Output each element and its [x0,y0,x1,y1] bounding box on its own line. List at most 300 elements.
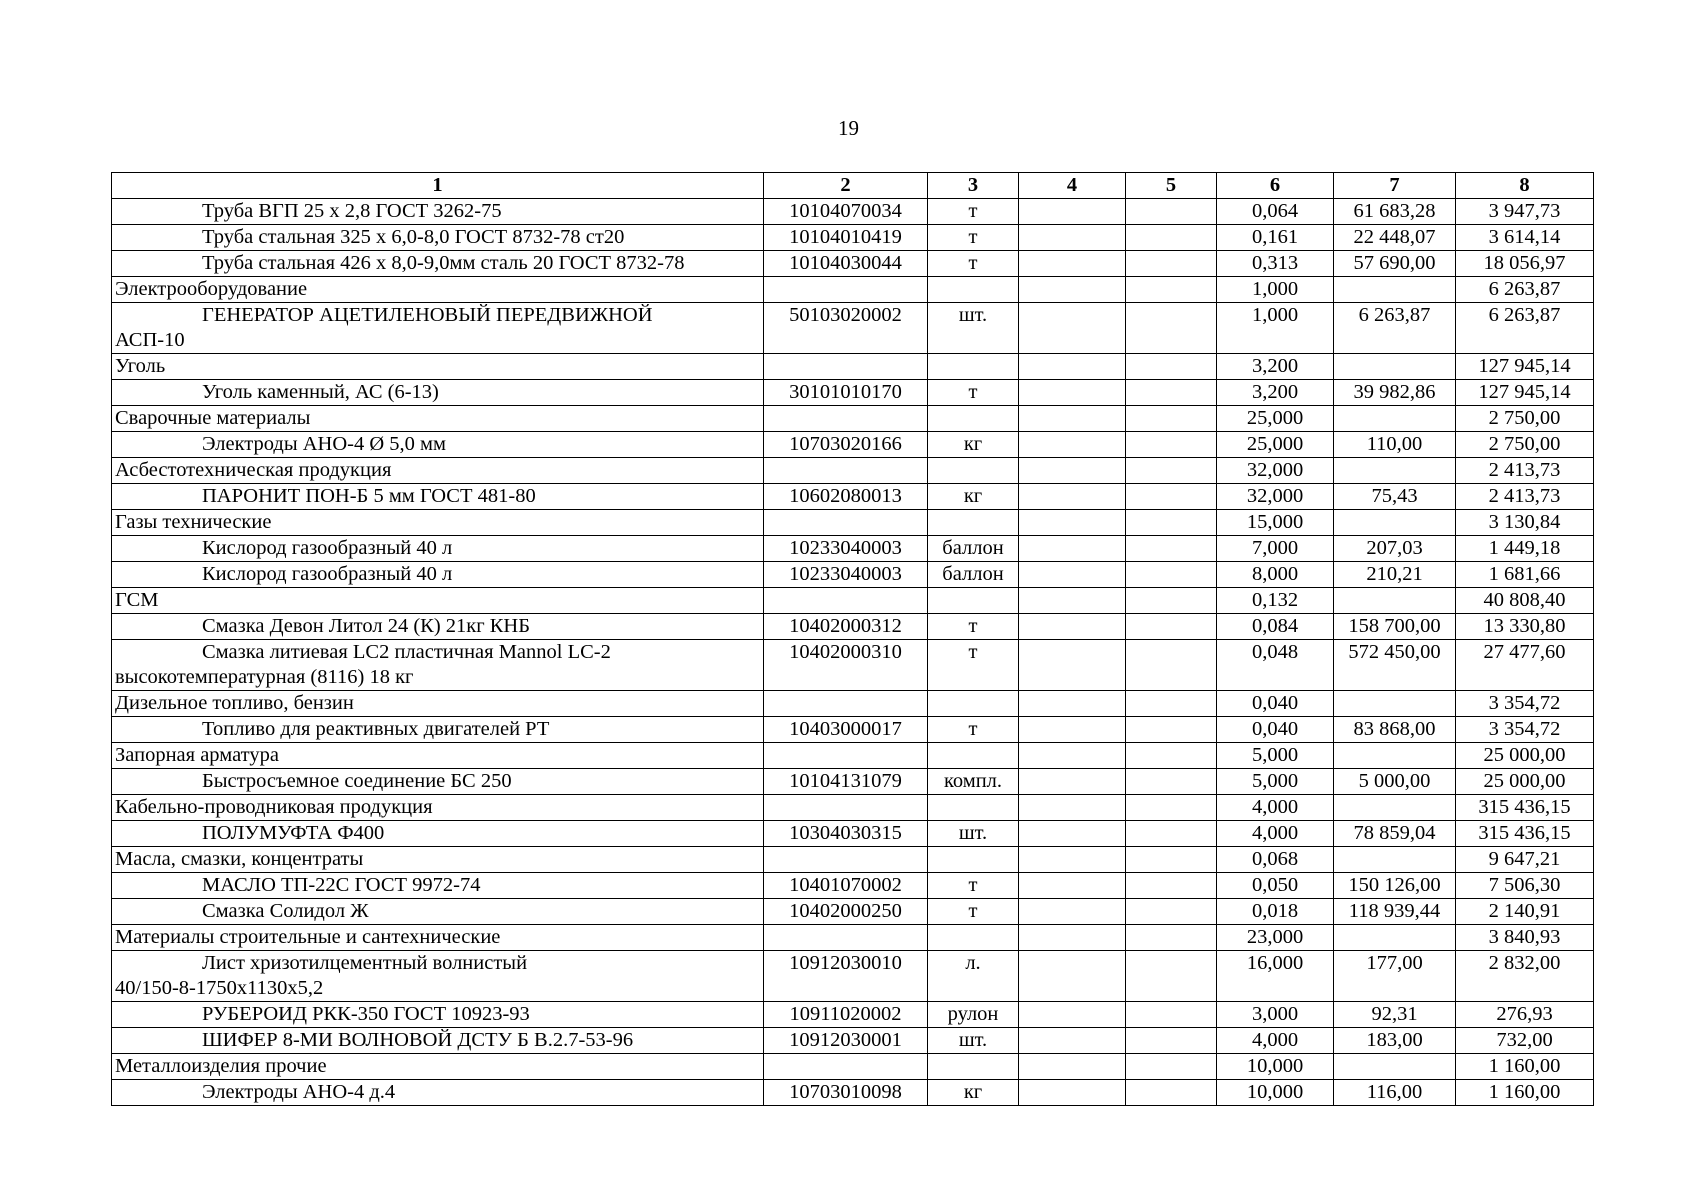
resource-name-cell [112,951,764,1002]
total-cost: 276,93 [1456,1002,1594,1028]
table-row [112,303,1594,354]
quantity: 0,050 [1217,873,1334,899]
unit-of-measure [928,588,1019,614]
resource-name: Сварочные материалы [115,407,311,429]
resource-name: Труба стальная 426 х 8,0-9,0мм сталь 20 ГОСТ 8732-78 [202,252,685,274]
column-5-cell [1126,1054,1217,1080]
unit-of-measure: т [928,225,1019,251]
resource-table [111,172,1594,1106]
resource-code: 30101010170 [764,380,928,406]
quantity: 1,000 [1217,277,1334,303]
resource-name-continuation: АСП-10 [115,329,185,351]
column-5-cell [1126,277,1217,303]
column-4-cell [1019,951,1126,1002]
total-cost: 9 647,21 [1456,847,1594,873]
column-5-cell [1126,795,1217,821]
column-header: 7 [1334,173,1456,199]
resource-name-cell [112,536,764,562]
group-row [112,795,1594,821]
resource-name-cell [112,1080,764,1106]
column-5-cell [1126,510,1217,536]
resource-name-cell [112,614,764,640]
unit-price [1334,1054,1456,1080]
unit-price: 61 683,28 [1334,199,1456,225]
resource-name-cell [112,510,764,536]
resource-name-cell [112,225,764,251]
quantity: 3,000 [1217,1002,1334,1028]
column-4-cell [1019,743,1126,769]
column-5-cell [1126,225,1217,251]
column-5-cell [1126,562,1217,588]
column-4-cell [1019,873,1126,899]
resource-name-cell [112,432,764,458]
quantity: 25,000 [1217,406,1334,432]
unit-price [1334,277,1456,303]
quantity: 0,040 [1217,717,1334,743]
unit-price: 183,00 [1334,1028,1456,1054]
table-row [112,899,1594,925]
table-row [112,873,1594,899]
resource-name-cell [112,458,764,484]
group-row [112,925,1594,951]
resource-name-cell [112,769,764,795]
unit-of-measure: кг [928,484,1019,510]
unit-price: 78 859,04 [1334,821,1456,847]
resource-code: 50103020002 [764,303,928,354]
column-5-cell [1126,458,1217,484]
header-row [112,173,1594,199]
column-5-cell [1126,354,1217,380]
total-cost: 25 000,00 [1456,743,1594,769]
table-row [112,821,1594,847]
unit-price [1334,510,1456,536]
total-cost: 732,00 [1456,1028,1594,1054]
resource-name: Электроды АНО-4 Ø 5,0 мм [202,433,446,455]
total-cost: 315 436,15 [1456,795,1594,821]
quantity: 8,000 [1217,562,1334,588]
resource-name: Лист хризотилцементный волнистый [202,952,528,974]
group-row [112,743,1594,769]
table-row [112,951,1594,1002]
quantity: 25,000 [1217,432,1334,458]
total-cost: 27 477,60 [1456,640,1594,691]
quantity: 4,000 [1217,795,1334,821]
table-row [112,1080,1594,1106]
total-cost: 3 614,14 [1456,225,1594,251]
quantity: 0,313 [1217,251,1334,277]
quantity: 0,132 [1217,588,1334,614]
unit-of-measure: т [928,614,1019,640]
column-4-cell [1019,354,1126,380]
resource-name: Быстросъемное соединение БС 250 [202,770,512,792]
resource-name: Масла, смазки, концентраты [115,848,364,870]
unit-price: 22 448,07 [1334,225,1456,251]
column-4-cell [1019,536,1126,562]
resource-code: 10912030010 [764,951,928,1002]
column-5-cell [1126,406,1217,432]
unit-of-measure [928,277,1019,303]
quantity: 1,000 [1217,303,1334,354]
unit-price: 210,21 [1334,562,1456,588]
resource-code: 10402000312 [764,614,928,640]
resource-name-cell [112,899,764,925]
resource-name: Уголь каменный, АС (6-13) [202,381,439,403]
table-row [112,614,1594,640]
resource-name: Материалы строительные и сантехнические [115,926,501,948]
total-cost: 127 945,14 [1456,380,1594,406]
column-header: 6 [1217,173,1334,199]
unit-price: 110,00 [1334,432,1456,458]
table-row [112,251,1594,277]
total-cost: 3 354,72 [1456,717,1594,743]
unit-price: 83 868,00 [1334,717,1456,743]
resource-name-cell [112,354,764,380]
resource-name: ШИФЕР 8-МИ ВОЛНОВОЙ ДСТУ Б В.2.7-53-96 [202,1029,634,1051]
resource-code: 10402000310 [764,640,928,691]
quantity: 3,200 [1217,354,1334,380]
unit-price [1334,691,1456,717]
column-5-cell [1126,873,1217,899]
unit-price: 5 000,00 [1334,769,1456,795]
resource-code [764,588,928,614]
unit-price: 116,00 [1334,1080,1456,1106]
column-5-cell [1126,536,1217,562]
column-4-cell [1019,251,1126,277]
total-cost: 7 506,30 [1456,873,1594,899]
resource-code: 10602080013 [764,484,928,510]
resource-name: РУБЕРОИД РКК-350 ГОСТ 10923-93 [202,1003,530,1025]
column-4-cell [1019,432,1126,458]
resource-name: Кислород газообразный 40 л [202,537,453,559]
resource-name: Смазка Девон Литол 24 (К) 21кг КНБ [202,615,531,637]
unit-of-measure: кг [928,432,1019,458]
column-header: 2 [764,173,928,199]
total-cost: 3 354,72 [1456,691,1594,717]
resource-name: Асбестотехническая продукция [115,459,392,481]
group-row [112,458,1594,484]
resource-name-cell [112,1002,764,1028]
resource-name-cell [112,199,764,225]
resource-name: Дизельное топливо, бензин [115,692,354,714]
resource-code [764,1054,928,1080]
column-4-cell [1019,821,1126,847]
resource-name: Смазка Солидол Ж [202,900,369,922]
column-5-cell [1126,691,1217,717]
column-4-cell [1019,925,1126,951]
unit-of-measure [928,354,1019,380]
column-4-cell [1019,1054,1126,1080]
total-cost: 2 750,00 [1456,406,1594,432]
total-cost: 40 808,40 [1456,588,1594,614]
column-4-cell [1019,899,1126,925]
resource-name-cell [112,873,764,899]
resource-name-cell [112,640,764,691]
quantity: 0,018 [1217,899,1334,925]
group-row [112,1054,1594,1080]
unit-of-measure: баллон [928,562,1019,588]
total-cost: 315 436,15 [1456,821,1594,847]
column-4-cell [1019,614,1126,640]
column-4-cell [1019,380,1126,406]
column-5-cell [1126,769,1217,795]
quantity: 32,000 [1217,484,1334,510]
unit-price [1334,795,1456,821]
column-5-cell [1126,1002,1217,1028]
resource-code: 10104030044 [764,251,928,277]
total-cost: 2 413,73 [1456,484,1594,510]
unit-price [1334,406,1456,432]
resource-name: ГСМ [115,589,159,611]
column-5-cell [1126,640,1217,691]
resource-name-cell [112,691,764,717]
group-row [112,354,1594,380]
unit-of-measure: шт. [928,1028,1019,1054]
group-row [112,691,1594,717]
table-row [112,484,1594,510]
column-5-cell [1126,251,1217,277]
column-5-cell [1126,588,1217,614]
quantity: 15,000 [1217,510,1334,536]
resource-code: 10104131079 [764,769,928,795]
total-cost: 1 160,00 [1456,1054,1594,1080]
column-4-cell [1019,769,1126,795]
column-4-cell [1019,458,1126,484]
unit-of-measure: т [928,899,1019,925]
column-4-cell [1019,277,1126,303]
unit-of-measure: л. [928,951,1019,1002]
group-row [112,406,1594,432]
total-cost: 1 681,66 [1456,562,1594,588]
unit-of-measure: шт. [928,303,1019,354]
resource-name-cell [112,925,764,951]
unit-price: 177,00 [1334,951,1456,1002]
total-cost: 18 056,97 [1456,251,1594,277]
column-header: 5 [1126,173,1217,199]
total-cost: 2 750,00 [1456,432,1594,458]
unit-price [1334,847,1456,873]
column-4-cell [1019,588,1126,614]
resource-name: Топливо для реактивных двигателей РТ [202,718,550,740]
resource-name-cell [112,1054,764,1080]
resource-name: Запорная арматура [115,744,279,766]
unit-price: 57 690,00 [1334,251,1456,277]
resource-code: 10703020166 [764,432,928,458]
quantity: 0,084 [1217,614,1334,640]
unit-price: 207,03 [1334,536,1456,562]
quantity: 0,040 [1217,691,1334,717]
resource-code: 10402000250 [764,899,928,925]
resource-name-continuation: 40/150-8-1750х1130х5,2 [115,977,324,999]
resource-name: МАСЛО ТП-22С ГОСТ 9972-74 [202,874,481,896]
unit-of-measure [928,406,1019,432]
table-row [112,1002,1594,1028]
column-5-cell [1126,847,1217,873]
total-cost: 2 140,91 [1456,899,1594,925]
resource-code: 10403000017 [764,717,928,743]
resource-name-cell [112,406,764,432]
total-cost: 2 413,73 [1456,458,1594,484]
table-row [112,640,1594,691]
resource-name: ПАРОНИТ ПОН-Б 5 мм ГОСТ 481-80 [202,485,536,507]
column-4-cell [1019,691,1126,717]
column-5-cell [1126,199,1217,225]
resource-name-cell [112,303,764,354]
total-cost: 1 449,18 [1456,536,1594,562]
quantity: 5,000 [1217,769,1334,795]
column-header: 8 [1456,173,1594,199]
resource-name: Электроды АНО-4 д.4 [202,1081,396,1103]
column-4-cell [1019,795,1126,821]
column-4-cell [1019,1002,1126,1028]
unit-of-measure [928,795,1019,821]
unit-price: 118 939,44 [1334,899,1456,925]
unit-of-measure: рулон [928,1002,1019,1028]
resource-code: 10104010419 [764,225,928,251]
quantity: 16,000 [1217,951,1334,1002]
column-5-cell [1126,717,1217,743]
column-4-cell [1019,1028,1126,1054]
column-4-cell [1019,225,1126,251]
column-4-cell [1019,847,1126,873]
resource-code [764,691,928,717]
unit-of-measure: кг [928,1080,1019,1106]
table-row [112,536,1594,562]
quantity: 23,000 [1217,925,1334,951]
unit-of-measure: т [928,717,1019,743]
column-4-cell [1019,640,1126,691]
resource-code: 10912030001 [764,1028,928,1054]
quantity: 10,000 [1217,1054,1334,1080]
unit-price: 572 450,00 [1334,640,1456,691]
quantity: 3,200 [1217,380,1334,406]
column-header: 4 [1019,173,1126,199]
quantity: 5,000 [1217,743,1334,769]
quantity: 0,064 [1217,199,1334,225]
resource-name: Газы технические [115,511,272,533]
quantity: 4,000 [1217,821,1334,847]
group-row [112,277,1594,303]
column-5-cell [1126,925,1217,951]
unit-price: 75,43 [1334,484,1456,510]
column-5-cell [1126,821,1217,847]
column-header: 1 [112,173,764,199]
resource-code [764,406,928,432]
resource-name: Электрооборудование [115,278,308,300]
column-5-cell [1126,951,1217,1002]
total-cost: 13 330,80 [1456,614,1594,640]
unit-price: 92,31 [1334,1002,1456,1028]
unit-of-measure: баллон [928,536,1019,562]
unit-of-measure [928,510,1019,536]
total-cost: 6 263,87 [1456,303,1594,354]
column-5-cell [1126,614,1217,640]
unit-price: 39 982,86 [1334,380,1456,406]
total-cost: 3 947,73 [1456,199,1594,225]
column-4-cell [1019,510,1126,536]
table-row [112,380,1594,406]
resource-name-cell [112,847,764,873]
unit-price [1334,354,1456,380]
column-5-cell [1126,743,1217,769]
resource-code [764,510,928,536]
total-cost: 2 832,00 [1456,951,1594,1002]
unit-of-measure [928,1054,1019,1080]
unit-price: 158 700,00 [1334,614,1456,640]
resource-code: 10233040003 [764,536,928,562]
unit-of-measure [928,847,1019,873]
resource-code [764,795,928,821]
resource-name: Смазка литиевая LC2 пластичная Mannol LC-2 [202,641,611,663]
unit-of-measure: шт. [928,821,1019,847]
table-row [112,225,1594,251]
resource-name-cell [112,821,764,847]
resource-name-cell [112,484,764,510]
unit-of-measure: т [928,251,1019,277]
resource-name: Труба стальная 325 х 6,0-8,0 ГОСТ 8732-78 ст20 [202,226,625,248]
unit-of-measure: т [928,199,1019,225]
total-cost: 6 263,87 [1456,277,1594,303]
resource-code: 10304030315 [764,821,928,847]
resource-code: 10233040003 [764,562,928,588]
table-row [112,717,1594,743]
resource-name-cell [112,1028,764,1054]
resource-name: Кислород газообразный 40 л [202,563,453,585]
page-number: 19 [838,116,859,140]
column-5-cell [1126,484,1217,510]
resource-name: ПОЛУМУФТА Ф400 [202,822,385,844]
unit-price: 6 263,87 [1334,303,1456,354]
resource-name: ГЕНЕРАТОР АЦЕТИЛЕНОВЫЙ ПЕРЕДВИЖНОЙ [202,304,653,326]
group-row [112,510,1594,536]
column-5-cell [1126,432,1217,458]
column-4-cell [1019,1080,1126,1106]
resource-code [764,458,928,484]
resource-name: Уголь [115,355,166,377]
unit-price [1334,588,1456,614]
resource-name-cell [112,795,764,821]
resource-code: 10401070002 [764,873,928,899]
resource-code [764,925,928,951]
table-row [112,562,1594,588]
resource-name: Кабельно-проводниковая продукция [115,796,433,818]
resource-code: 10911020002 [764,1002,928,1028]
quantity: 4,000 [1217,1028,1334,1054]
unit-price: 150 126,00 [1334,873,1456,899]
unit-of-measure [928,458,1019,484]
table-row [112,432,1594,458]
resource-code [764,277,928,303]
resource-name: Металлоизделия прочие [115,1055,327,1077]
column-4-cell [1019,717,1126,743]
quantity: 0,048 [1217,640,1334,691]
group-row [112,588,1594,614]
column-4-cell [1019,484,1126,510]
resource-name-cell [112,743,764,769]
column-4-cell [1019,562,1126,588]
table-row [112,1028,1594,1054]
unit-of-measure: т [928,873,1019,899]
total-cost: 3 130,84 [1456,510,1594,536]
total-cost: 1 160,00 [1456,1080,1594,1106]
quantity: 32,000 [1217,458,1334,484]
total-cost: 3 840,93 [1456,925,1594,951]
unit-of-measure [928,743,1019,769]
table-row [112,199,1594,225]
column-5-cell [1126,1080,1217,1106]
column-4-cell [1019,199,1126,225]
column-5-cell [1126,303,1217,354]
resource-name-cell [112,562,764,588]
